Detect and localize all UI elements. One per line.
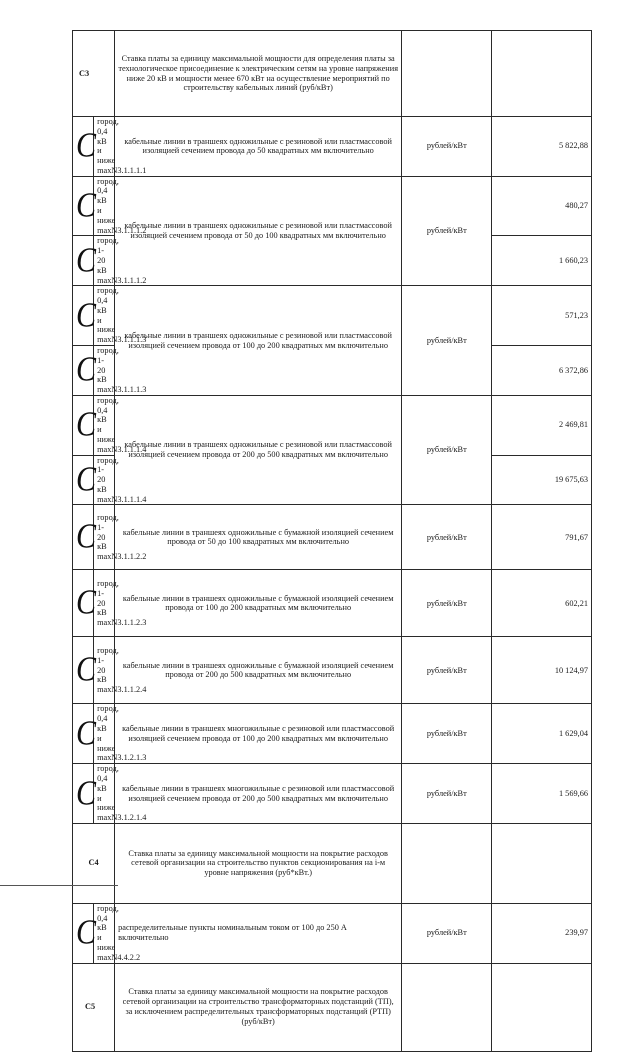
- section-description: Ставка платы за единицу максимальной мощности на покрытие расходов сетевой организации на строительство трансформаторных подстанций (ТП), за исключением распределительных трансформаторных подстанций (РТП) (руб/кВт): [115, 963, 402, 1051]
- rate-location: город, 0,4 кВ и ниже maxN3.1.1.1.3: [94, 286, 115, 346]
- rate-value: 5 822,88: [492, 117, 592, 177]
- table-row: [73, 286, 592, 346]
- rate-description: кабельные линии в траншеях одножильные с бумажной изоляцией сечением провода от 50 до 100 квадратных мм включительно: [115, 505, 402, 570]
- table-row: [73, 570, 592, 637]
- rate-location: город, 1-20 кВ maxN3.1.1.1.2: [94, 236, 115, 286]
- table-row: [73, 395, 592, 455]
- table-row: [73, 903, 592, 963]
- section-code: С3: [73, 31, 115, 117]
- section-code: С4: [73, 823, 115, 903]
- rate-unit: рублей/кВт: [402, 903, 492, 963]
- rate-symbol: C: [73, 704, 94, 764]
- rate-symbol: C: [73, 764, 94, 824]
- rate-unit: рублей/кВт: [402, 117, 492, 177]
- rate-value: 571,23: [492, 286, 592, 346]
- section-description: Ставка платы за единицу максимальной мощности для определения платы за технологическое присоединение к электрическим сетям на уровне напряжения ниже 20 кВ и мощности менее 670 кВт на осуществление мероприятий по строительству кабельных линий (руб/кВт): [115, 31, 402, 117]
- rate-symbol: C: [73, 176, 94, 236]
- rate-location: город, 0,4 кВ и ниже maxN3.1.1.1.2: [94, 176, 115, 236]
- rate-location: город, 0,4 кВ и ниже maxN3.1.2.1.3: [94, 704, 115, 764]
- table-row: [73, 704, 592, 764]
- rate-description: кабельные линии в траншеях одножильные с резиновой или пластмассовой изоляцией сечением провода от 50 до 100 квадратных мм включительно: [115, 176, 402, 286]
- section-header-row: [73, 823, 592, 903]
- rate-location: город, 0,4 кВ и ниже maxN4.4.2.2: [94, 903, 115, 963]
- table-row: [73, 505, 592, 570]
- section-code: С5: [73, 963, 115, 1051]
- table-row: [73, 176, 592, 236]
- rate-symbol: C: [73, 455, 94, 505]
- rate-symbol: C: [73, 345, 94, 395]
- rate-value: 480,27: [492, 176, 592, 236]
- rate-symbol: C: [73, 236, 94, 286]
- section-header-row: [73, 963, 592, 1051]
- rate-location: город, 1-20 кВ maxN3.1.1.2.4: [94, 637, 115, 704]
- rate-symbol: C: [73, 117, 94, 177]
- rate-symbol: C: [73, 505, 94, 570]
- rate-description: кабельные линии в траншеях одножильные с бумажной изоляцией сечением провода от 100 до 200 квадратных мм включительно: [115, 570, 402, 637]
- rate-value: 2 469,81: [492, 395, 592, 455]
- rate-value: 602,21: [492, 570, 592, 637]
- rate-unit: рублей/кВт: [402, 637, 492, 704]
- rate-location: город, 1-20 кВ maxN3.1.1.2.3: [94, 570, 115, 637]
- rate-description: кабельные линии в траншеях одножильные с бумажной изоляцией сечением провода от 200 до 500 квадратных мм включительно: [115, 637, 402, 704]
- rate-description: кабельные линии в траншеях многожильные с резиновой или пластмассовой изоляцией сечением провода от 200 до 500 квадратных мм включительно: [115, 764, 402, 824]
- rate-unit: рублей/кВт: [402, 395, 492, 505]
- rate-value: 1 569,66: [492, 764, 592, 824]
- rate-location: город, 1-20 кВ maxN3.1.1.2.2: [94, 505, 115, 570]
- rate-location: город, 1-20 кВ maxN3.1.1.1.4: [94, 455, 115, 505]
- rate-unit: рублей/кВт: [402, 176, 492, 286]
- rate-unit: рублей/кВт: [402, 704, 492, 764]
- rate-unit: рублей/кВт: [402, 505, 492, 570]
- rate-symbol: C: [73, 903, 94, 963]
- rate-symbol: C: [73, 395, 94, 455]
- rate-description: кабельные линии в траншеях многожильные с резиновой или пластмассовой изоляцией сечением провода от 100 до 200 квадратных мм включительно: [115, 704, 402, 764]
- section-header-row: [73, 31, 592, 117]
- rate-value: 1 629,04: [492, 704, 592, 764]
- table-row: [73, 637, 592, 704]
- rate-location: город, 0,4 кВ и ниже maxN3.1.1.1.4: [94, 395, 115, 455]
- rate-unit: рублей/кВт: [402, 764, 492, 824]
- footnote-divider: [0, 885, 118, 886]
- table-row: [73, 117, 592, 177]
- rate-location: город, 0,4 кВ и ниже maxN3.1.2.1.4: [94, 764, 115, 824]
- rate-value: 239,97: [492, 903, 592, 963]
- rate-description: кабельные линии в траншеях одножильные с резиновой или пластмассовой изоляцией сечением провода от 200 до 500 квадратных мм включительно: [115, 395, 402, 505]
- rate-symbol: C: [73, 286, 94, 346]
- section-description: Ставка платы за единицу максимальной мощности на покрытие расходов сетевой организации на строительство пунктов секционирования на i-м уровне напряжения (руб*кВт.): [115, 823, 402, 903]
- rate-value: 19 675,63: [492, 455, 592, 505]
- rate-unit: рублей/кВт: [402, 286, 492, 396]
- rate-description: распределительные пункты номинальным током от 100 до 250 А включительно: [115, 903, 402, 963]
- rate-value: 6 372,86: [492, 345, 592, 395]
- rate-symbol: C: [73, 637, 94, 704]
- tariff-table: [72, 30, 592, 1052]
- table-row: [73, 764, 592, 824]
- rate-value: 791,67: [492, 505, 592, 570]
- rate-description: кабельные линии в траншеях одножильные с резиновой или пластмассовой изоляцией сечением провода до 50 квадратных мм включительно: [115, 117, 402, 177]
- rate-symbol: C: [73, 570, 94, 637]
- rate-description: кабельные линии в траншеях одножильные с резиновой или пластмассовой изоляцией сечением провода от 100 до 200 квадратных мм включительно: [115, 286, 402, 396]
- rate-location: город, 0,4 кВ и ниже maxN3.1.1.1.1: [94, 117, 115, 177]
- rate-location: город, 1-20 кВ maxN3.1.1.1.3: [94, 345, 115, 395]
- rate-unit: рублей/кВт: [402, 570, 492, 637]
- rate-value: 10 124,97: [492, 637, 592, 704]
- rate-value: 1 660,23: [492, 236, 592, 286]
